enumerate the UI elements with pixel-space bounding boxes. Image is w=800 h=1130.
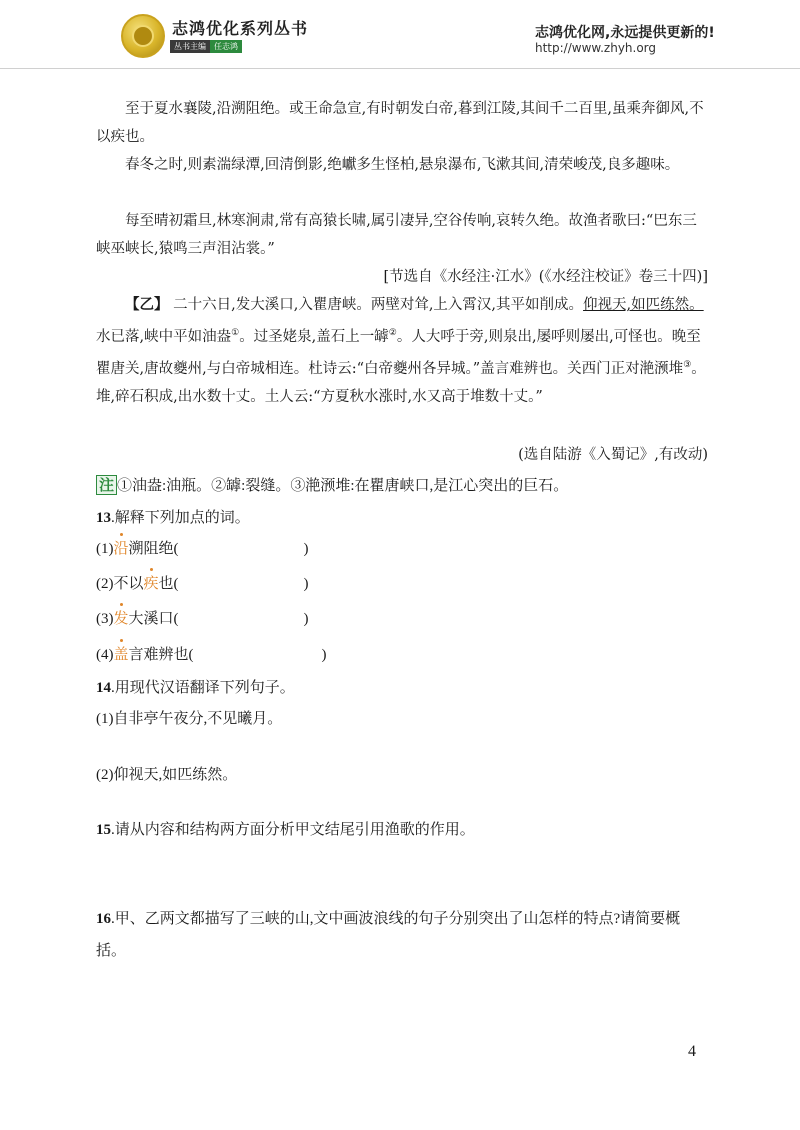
passage-a-source: [节选自《水经注·江水》(《水经注校证》卷三十四)] (383, 269, 708, 285)
passage-b-tag: 【乙】 (125, 296, 169, 313)
notes-text: ①油盎:油瓶。②罅:裂缝。③滟滪堆:在瞿唐峡口,是江心突出的巨石。 (117, 478, 569, 494)
q13-item-3: (3)发大溪口( ) (96, 607, 309, 631)
note-label: 注 (96, 475, 117, 495)
dotted-word: 疾 (144, 572, 159, 596)
site-slogan: 志鸿优化网,永远提供更新的! (535, 25, 715, 41)
footnote-ref-3: ③ (683, 359, 692, 370)
site-url: http://www.zhyh.org (535, 41, 657, 55)
q14-sentence-2: (2)仰视天,如匹练然。 (96, 767, 238, 783)
q13-item-2: (2)不以疾也( ) (96, 572, 309, 596)
editor-label: 丛书主编 (170, 40, 210, 53)
q13-item-1: (1)沿溯阻绝( ) (96, 537, 309, 561)
series-title: 志鸿优化系列丛书 (172, 19, 309, 38)
editor-tag (170, 40, 242, 53)
logo-emblem (121, 14, 165, 58)
question-13: 13.解释下列加点的词。 (96, 510, 250, 526)
dotted-word: 盖 (114, 643, 129, 667)
passage-b-source: (选自陆游《入蜀记》,有改动) (518, 447, 708, 463)
question-14: 14.用现代汉语翻译下列句子。 (96, 680, 295, 696)
wavy-underlined-sentence: 仰视天,如匹练然。 (583, 297, 704, 313)
question-16: 16.甲、乙两文都描写了三峡的山,文中画波浪线的句子分别突出了山怎样的特点?请简要概括。 (96, 911, 681, 959)
dotted-word: 发 (114, 607, 129, 631)
page-number: 4 (688, 1043, 696, 1060)
passage-a-paragraph-1: 至于夏水襄陵,沿溯阻绝。或王命急宣,有时朝发白帝,暮到江陵,其间千二百里,虽乘奔御风,不以疾也。 (96, 101, 704, 145)
question-15: 15.请从内容和结构两方面分析甲文结尾引用渔歌的作用。 (96, 822, 475, 838)
dotted-word: 沿 (114, 537, 129, 561)
passage-a-paragraph-2: 春冬之时,则素湍绿潭,回清倒影,绝巘多生怪柏,悬泉瀑布,飞漱其间,清荣峻茂,良多趣味。 (125, 157, 680, 173)
passage-b-paragraph: 【乙】 二十六日,发大溪口,入瞿唐峡。两壁对耸,上入霄汉,其平如削成。仰视天,如匹练然。水已落,峡中平如油盎①。过圣姥泉,盖石上一罅②。人大呼于旁,则泉出,屡呼则屡出,可怪也。晚至瞿唐关,唐故夔州,与白帝城相连。杜诗云:“白帝夔州各异城。”盖言难辨也。关西门正对滟滪堆③。堆,碎石积成,出水数十丈。土人云:“方夏秋水涨时,水又高于堆数十丈。” (96, 296, 706, 405)
footnote-ref-1: ① (231, 328, 240, 338)
q13-item-4: (4)盖言难辨也( ) (96, 643, 327, 667)
passage-a-paragraph-3: 每至晴初霜旦,林寒涧肃,常有高猿长啸,属引凄异,空谷传响,哀转久绝。故渔者歌曰:“巴东三峡巫峡长,猿鸣三声泪沾裳。” (96, 213, 697, 257)
q14-sentence-1: (1)自非亭午夜分,不见曦月。 (96, 711, 283, 727)
notes (96, 474, 568, 498)
header-divider (0, 68, 800, 69)
footnote-ref-2: ② (388, 328, 397, 338)
editor-name: 任志鸿 (210, 40, 242, 53)
